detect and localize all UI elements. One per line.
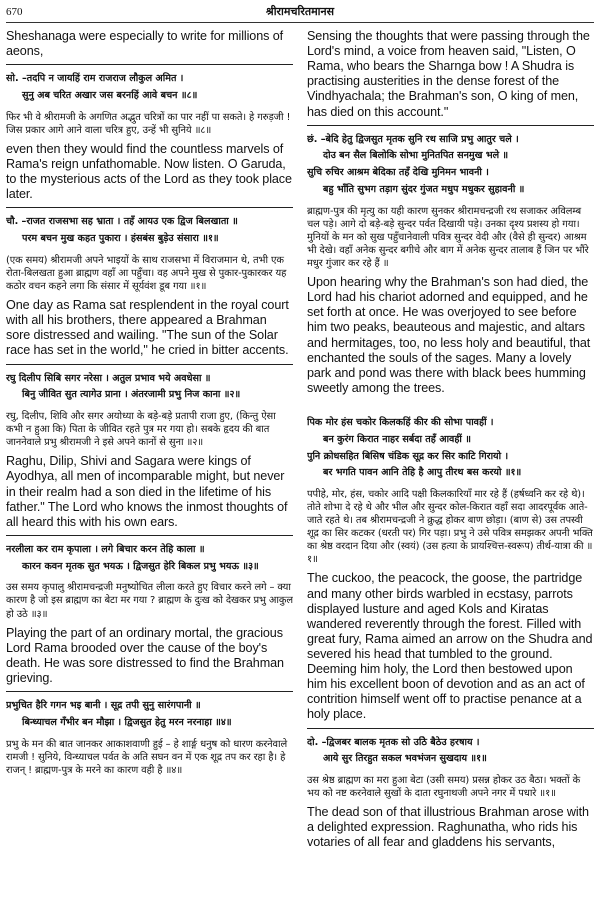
english-translation-paragraph: Upon hearing why the Brahman's son had died, the Lord had his chariot adorned and equipped, and he set forth at once. He was overjoyed to see before him two peaks, beauteous and majestic, and altars and hermitages, too, no less holy and beautiful, that enchanted the souls of the sages. Many a lovely park and pond was there with black bees humming sweetly among the trees. — [307, 275, 591, 395]
verse-block — [6, 371, 293, 405]
english-translation-paragraph: Raghu, Dilip, Shivi and Sagara were kings of Ayodhya, all men of incomparable might, but never in their realm had a son died in the lifetime of his father." The Lord who knows the inmost thoughts of all heard this with his own ears. — [6, 454, 288, 529]
verse-line: पुनि क्रोधसहित बिसिष चंडिक सूद्र कर सिर काटि गिरायो । — [307, 450, 509, 462]
verse-line: बर भगति पावन आनि तेहि है आपु तीरथ बस करयो ॥१॥ — [323, 467, 522, 479]
english-translation-paragraph: The cuckoo, the peacock, the goose, the partridge and many other birds warbled in ecstasy, parrots displayed lusture and aged Kols and Kiratas wandered reverently through the forest. Filled with great fury, Rama aimed an arrow on the Shudra and severed his head that tumbled to the ground. Deeming him holy, the Lord then bestowed upon him his excellent boon of devotion and as an act of contrition himself went off to practise penance at a holy place. — [307, 571, 593, 722]
section-divider — [6, 207, 293, 208]
verse-line: बन कुरंग किरात नाहर सर्बदा तहँ आवहीं ॥ — [323, 433, 472, 445]
page-header — [6, 4, 594, 23]
hindi-commentary-paragraph: (एक समय) श्रीरामजी अपने भाइयों के साथ राजसभा में विराजमान थे, तभी एक रोता-बिलखता हुआ ब्राह्मण वहाँ आ पहुँचा। वह अपने मुख से पुकार-पुकारकर यह कठोर वचन कहने लगा कि संसार में सूर्यवंश डूब गया ॥१॥ — [6, 254, 287, 293]
right-column — [307, 29, 594, 899]
english-translation-paragraph: Playing the part of an ordinary mortal, the gracious Lord Rama brooded over the cause of the boy's death. He was sore distressed to find the Brahman grieving. — [6, 625, 284, 685]
verse-block — [6, 542, 293, 576]
verse-block — [6, 698, 293, 732]
verse-line: छं. –बेदि हेतु द्विजसुत मृतक सुनि रथ साजि प्रभु आतुर चले । — [307, 133, 519, 145]
section-divider — [6, 535, 293, 536]
verse-line: आये सुर तिरहुत सकल भवभंजन सुखदाय ॥१॥ — [323, 753, 487, 765]
hindi-commentary-paragraph: उस श्रेष्ठ ब्राह्मण का मरा हुआ बेटा (उसी समय) प्रसन्न होकर उठ बैठा। भक्तों के भय को नष्ट करनेवाले सुखों के दाता रघुनाथजी अपने नगर में पधारे ॥१॥ — [307, 775, 581, 800]
section-divider — [6, 691, 293, 692]
verse-line: नरलीला कर राम कृपाला । लगे बिचार करन तेहि काला ॥ — [6, 543, 205, 555]
verse-line: बिनु जीवित सुत त्यागेउ प्राना । अंतरजामी प्रभु निज काना ॥२॥ — [22, 389, 241, 401]
verse-block — [6, 214, 293, 248]
hindi-commentary-paragraph: रघु, दिलीप, शिवि और सगर अयोध्या के बड़े-बड़े प्रतापी राजा हुए, (किन्तु ऐसा कभी न हुआ कि) पिता के जीवित रहते पुत्र मर गया हो। सबके हृदय की बात जाननेवाले प्रभु श्रीरामजी ने इसे अपने कानों से सुना ॥२॥ — [6, 411, 276, 449]
verse-line: बिन्ध्याचल गँभीर बन मौझा । द्विजसुत हेतु मरन नरनाहा ॥४॥ — [22, 716, 232, 728]
running-title: श्रीरामचरितमानस — [265, 5, 335, 18]
page-number: 670 — [6, 6, 23, 18]
english-translation-paragraph: One day as Rama sat resplendent in the royal court with all his brothers, there appeared a Brahman sore distressed and wailing. "The sun of the Solar race has set in the world," he cried in bitter accents. — [6, 298, 289, 358]
verse-line: दो. –द्विजबर बालक मृतक सो उठेि बैठेउ हरषाय । — [307, 736, 480, 748]
hindi-commentary-paragraph: पपीहे, मोर, हंस, चकोर आदि पक्षी किलकारियाँ मार रहे हैं (हर्षध्वनि कर रहे थे)। तोते शोभा दे रहे थे और भील और सुन्दर कोल-किरात वहाँ सदा आदरपूर्वक आते-जाते रहते थे। तब श्रीरामचन्द्रजी ने क्रुद्ध होकर बाण छोड़ा। (बाण से) उस तपस्वी शूद्र का सिर कटकर (धरती पर) गिर पड़ा। प्रभु ने उसे पवित्र समझकर अपनी भक्ति का श्रेष्ठ वरदान दिया और (स्वयं) (उस हत्या के प्रायश्चित्त-स्वरूप) तीर्थ-यात्रा की ॥१॥ — [307, 489, 593, 566]
verse-line: रघु दिलीप सिबि सगर नरेसा । अतुल प्रभाव भये अवधेसा ॥ — [6, 372, 211, 384]
verse-block — [307, 415, 594, 482]
section-divider — [6, 364, 293, 365]
section-divider — [307, 728, 594, 729]
verse-line: सो. –तदपि न जायहिं राम राजराज लौकुल अमित । — [6, 73, 184, 85]
verse-line: पिक मोर हंस चकोर किलकहिं कीर की सोभा पावहीं । — [307, 416, 494, 428]
section-divider — [6, 64, 293, 65]
verse-line: सुनु अब चरित अखार जस बरनहिं आवे बचन ॥८॥ — [22, 90, 198, 101]
verse-line: बहु भाँति सुभग तड़ाग सुंदर गुंजत मधुप मधुकर सुहावनी ॥ — [323, 184, 525, 195]
hindi-commentary-paragraph: प्रभु के मन की बात जानकर आकाशवाणी हुई – हे शार्ङ्ग धनुष को धारण करनेवाले रामजी ! सुनिये, विन्ध्याचल पर्वत के अति सघन वन में एक शूद्र तप कर रहा है। हे राजन् ! ब्राह्मण-पुत्र के मरने का कारण वही है ॥४॥ — [6, 738, 288, 776]
hindi-commentary-paragraph: ब्राह्मण-पुत्र की मृत्यु का यही कारण सुनकर श्रीरामचन्द्रजी रथ सजाकर अविलम्ब चल पड़े। आगे दो बड़े-बड़े सुन्दर पर्वत दिखायी पड़े। उनका दृश्य प्रशस्य हो गया। मुनियों के मन को सुख पहुँचानेवाली पवित्र सुन्दर वेदी और (वैसे ही सुन्दर) आश्रम भी देखे। वहाँ अनेक सुन्दर बगीचे और बाग में अनेक सुन्दर तालाब हैं जिन पर भौंरे मधुर गुंजार कर रहे हैं ॥ — [307, 205, 589, 270]
english-translation-paragraph: even then they would find the countless marvels of Rama's reign unfathomable. Now listen. O Garuda, to the mysterious acts of the Lord as they took place later. — [6, 141, 292, 202]
english-translation-paragraph: The dead son of that illustrious Brahman arose with a delighted expression. Raghunatha, who rids his votaries of all fear and gladdens his servants, — [307, 805, 589, 850]
hindi-commentary-paragraph: उस समय कृपालु श्रीरामचन्द्रजी मनुष्योचित लीला करते हुए विचार करने लगे – क्या कारण है जो इस ब्राह्मण का बेटा मर गया ? ब्राह्मण के दुःख को देखकर प्रभु आकुल हो उठे ॥३॥ — [6, 582, 293, 620]
section-gap — [307, 401, 594, 409]
verse-line: सुचि रुचिर आश्रम बेदिका तहँ देखि मुनिमन भावनी । — [307, 167, 489, 179]
verse-line: परम बचन मुख कहत पुकारा । हंसबंस बुड़ेउ संसारा ॥१॥ — [22, 233, 219, 245]
verse-block — [307, 132, 594, 199]
hindi-commentary-paragraph: फिर भी वे श्रीरामजी के अगणित अद्भुत चरित्रों का पार नहीं पा सकते। हे गरुड़जी ! जिस प्रकार आगे आने वाला चरित्र हुए, उन्हें भी सुनिये ॥८॥ — [6, 111, 291, 136]
verse-line: प्रभुचित हैरि गगन भइ बानी । सूद्र तपी सुनु सारंगपानी ॥ — [6, 700, 201, 712]
section-divider — [307, 125, 594, 126]
verse-line: चौ. –राजत राजसभा सह भ्राता । तहँ आयउ एक द्विज बिलखाता ॥ — [6, 216, 238, 228]
verse-block — [6, 71, 293, 105]
verse-block — [307, 735, 594, 769]
left-column — [6, 29, 293, 899]
text-columns — [6, 29, 594, 899]
verse-line: कारन कवन मृतक सुत भयऊ । द्विजसुत हेरि बिकल प्रभु भयऊ ॥३॥ — [22, 560, 259, 572]
english-translation-paragraph: Sensing the thoughts that were passing through the Lord's mind, a voice from heaven said, "Listen, O Rama, who bears the Sharnga bow ! A Shudra is practising austerities in the dense forest of the Vindhyachala; the Brahman's son, O king of men, has died on this account." — [307, 29, 590, 119]
verse-line: दोउ बन सैल बिलोकि सोभा मुनितपित सनमुख भले ॥ — [323, 150, 509, 162]
english-translation-paragraph: Sheshanaga were especially to write for millions of aeons, — [6, 29, 283, 59]
